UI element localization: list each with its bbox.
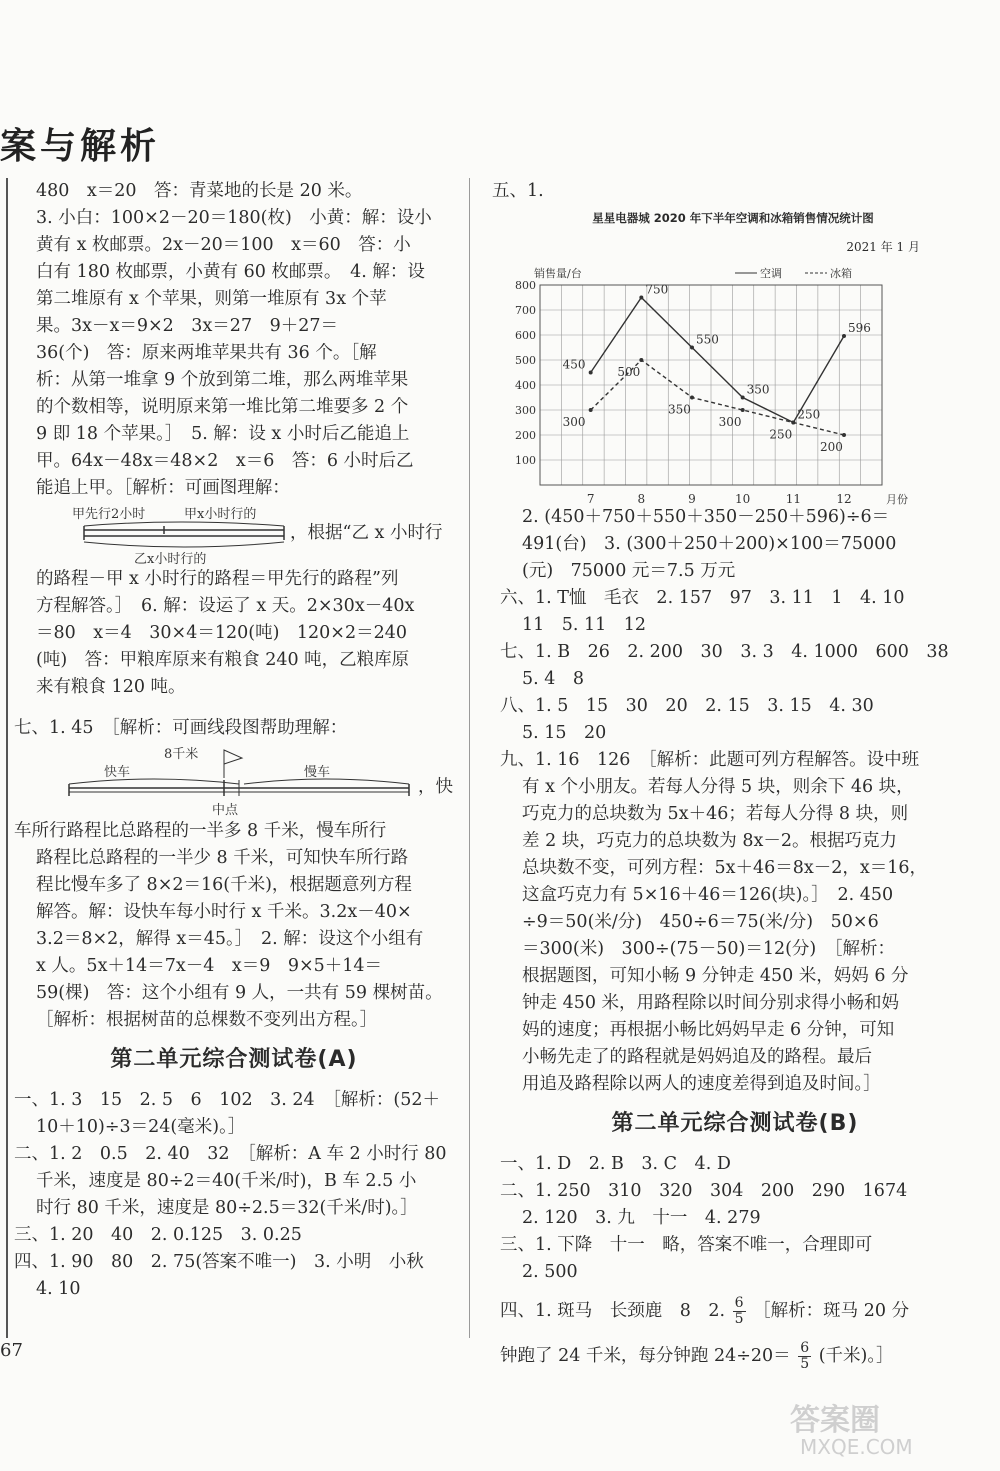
line-chart (500, 205, 970, 506)
answer-line: 白有 180 枚邮票，小黄有 60 枚邮票。 4. 解：设 (36, 262, 425, 282)
answer-line: 钟走 450 米，用路程除以时间分别求得小畅和妈 (522, 993, 900, 1013)
data-point (842, 433, 846, 437)
left-column (14, 178, 454, 1303)
answer-line: 钟跑了 24 千米，每分钟跑 24÷20＝ $\frac{6}{5}$ (千米)。］ (500, 1340, 894, 1372)
answer-line: 车所行路程比总路程的一半多 8 千米，慢车所行 (14, 821, 387, 841)
answer-line: ，根据“乙 x 小时行 (290, 523, 443, 543)
y-tick-label: 100 (515, 454, 536, 467)
y-tick-label: 600 (515, 329, 536, 342)
answer-line: 491(台) 3. (300＋250＋200)×100＝75000 (522, 534, 897, 554)
data-label: 300 (562, 415, 586, 429)
data-label: 350 (668, 402, 691, 417)
column-divider (469, 178, 470, 1338)
answer-line: 2. (450＋750＋550＋350－250＋596)÷6＝ (522, 507, 890, 527)
page-header-title: 案与解析 (0, 126, 161, 167)
answer-line: 解答。解：设快车每小时行 x 千米。3.2x－40× (36, 902, 412, 922)
answer-line: 七、1. B 26 2. 200 30 3. 3 4. 1000 600 38 (500, 642, 949, 662)
answer-line: (吨) 答：甲粮库原来有粮食 240 吨，乙粮库原 (36, 650, 410, 670)
answer-line: 六、1. T恤 毛衣 2. 157 97 3. 11 1 4. 10 (500, 588, 905, 608)
answer-line: 用追及路程除以两人的速度差得到追及时间。］ (522, 1074, 881, 1094)
answer-line: 5. 4 8 (522, 669, 585, 689)
answer-line: ＝300(米) 300÷(75－50)＝12(分) ［解析： (522, 939, 895, 959)
fraction: $\frac{6}{5}$ (800, 1340, 810, 1372)
segment-diagram-svg (14, 744, 454, 818)
answer-line: 果。3x－x＝9×2 3x＝27 9＋27＝ (36, 316, 338, 336)
answer-line: x 人。5x＋14＝7x－4 x＝9 9×5＋14＝ (36, 956, 383, 976)
answer-line: 11 5. 11 12 (522, 615, 647, 635)
answer-block (14, 178, 454, 502)
answer-line: 3. 小白：100×2－20＝180(枚) 小黄：解：设小 (36, 208, 432, 228)
data-label: 550 (696, 332, 719, 347)
answer-line: 析：从第一堆拿 9 个放到第二堆，那么两堆苹果 (36, 370, 409, 390)
data-label: 250 (769, 427, 793, 442)
answer-line: 59(棵) 答：这个小组有 9 人，一共有 59 棵树苗。 (36, 983, 443, 1003)
data-label: 450 (562, 357, 586, 372)
diagram-label: 甲先行2小时 (72, 507, 146, 522)
answer-line: 五、1. (492, 181, 544, 201)
answer-line: 四、1. 斑马 长颈鹿 8 2. $\frac{6}{5}$ ［解析：斑马 20 分 (500, 1295, 910, 1327)
chart-title: 星星电器城 2020 年下半年空调和冰箱销售情况统计图 (592, 211, 874, 225)
section-title-a: 第二单元综合测试卷(A) (110, 1047, 358, 1072)
answer-line: 总块数不变，可列方程：5x＋46＝8x－2，x＝16， (522, 858, 928, 878)
x-tick-label: 11 (785, 492, 801, 506)
x-tick-label: 8 (637, 492, 646, 506)
chart-svg (500, 261, 940, 506)
page-number: 67 (0, 1340, 23, 1361)
answer-line: 二、1. 250 310 320 304 200 290 1674 (500, 1181, 908, 1201)
data-point (741, 396, 745, 400)
diagram-label: 乙x小时行的 (134, 552, 207, 567)
answer-line: 小畅先走了的路程就是妈妈追及的路程。最后 (522, 1047, 872, 1067)
answer-line: 2. 500 (522, 1262, 578, 1282)
data-label: 596 (848, 321, 871, 335)
svg-text:快车: 快车 (104, 765, 131, 780)
answer-line: 妈的速度；再根据小畅比妈妈早走 6 分钟，可知 (522, 1020, 895, 1040)
left-margin-rule (6, 178, 8, 1338)
answer-block (14, 1087, 454, 1303)
fraction: $\frac{6}{5}$ (734, 1295, 744, 1327)
answer-line: 这盒巧克力有 5×16＋46＝126(块)。］ 2. 450 (522, 885, 894, 905)
answer-line: 七、1. 45 ［解析：可画线段图帮助理解： (14, 718, 348, 738)
answer-line: 5. 15 20 (522, 723, 607, 743)
answer-line: 480 x＝20 答：青菜地的长是 20 米。 (36, 181, 363, 201)
x-tick-label: 12 (836, 492, 852, 506)
right-column (492, 178, 970, 1372)
answer-line: ＝80 x＝4 30×4＝120(吨) 120×2＝240 (36, 623, 407, 643)
line-diagram-2 (14, 744, 454, 818)
answer-line: ÷9＝50(米/分) 450÷6＝75(米/分) 50×6 (522, 912, 879, 932)
y-tick-label: 400 (515, 379, 536, 392)
data-point (690, 346, 694, 350)
data-label: 350 (746, 382, 770, 397)
data-point (690, 396, 694, 400)
data-point (589, 408, 593, 412)
answer-line: 四、1. 90 80 2. 75(答案不唯一) 3. 小明 小秋 (14, 1252, 424, 1272)
answer-line: 第二堆原有 x 个苹果，则第一堆原有 3x 个苹 (36, 289, 387, 309)
y-tick-label: 300 (515, 404, 536, 417)
legend-label: 空调 (760, 267, 782, 280)
answer-line: 千米，速度是 80÷2＝40(千米/时)，B 车 2.5 小 (36, 1171, 417, 1191)
answer-line: 路程比总路程的一半少 8 千米，可知快车所行路 (36, 848, 409, 868)
y-tick-label: 500 (515, 354, 536, 367)
answer-line: 方程解答。］ 6. 解：设运了 x 天。2×30x－40x (36, 596, 415, 616)
answer-line: 9 即 18 个苹果。］ 5. 解：设 x 小时后乙能追上 (36, 424, 410, 444)
answer-line: 二、1. 2 0.5 2. 40 32 ［解析：A 车 2 小时行 80 (14, 1144, 447, 1164)
answer-line: 九、1. 16 126 ［解析：此题可列方程解答。设中班 (500, 750, 920, 770)
svg-text:慢车: 慢车 (304, 765, 331, 780)
data-point (639, 358, 643, 362)
watermark-url: MXQE.COM (800, 1435, 913, 1459)
y-tick-label: 700 (515, 304, 536, 317)
data-label: 300 (718, 415, 742, 429)
answer-line: 3.2＝8×2，解得 x＝45。］ 2. 解：设这个小组有 (36, 929, 424, 949)
legend-label: 冰箱 (830, 267, 852, 280)
answer-line: 一、1. D 2. B 3. C 4. D (500, 1154, 731, 1174)
data-label: 200 (820, 440, 843, 454)
data-point (741, 408, 745, 412)
answer-line: 4. 10 (36, 1279, 81, 1299)
answer-block (500, 504, 970, 1098)
answer-line: 一、1. 3 15 2. 5 6 102 3. 24 ［解析：(52＋ (14, 1090, 440, 1110)
answer-line: 36(个) 答：原来两堆苹果共有 36 个。［解 (36, 343, 377, 363)
data-label: 500 (617, 365, 641, 379)
data-point (791, 421, 795, 425)
answer-line: 三、1. 下降 十一 略，答案不唯一，合理即可 (500, 1235, 873, 1255)
svg-text:中点: 中点 (212, 803, 239, 818)
line-diagram-1 (14, 504, 454, 566)
watermark-logo: 答案圈 (790, 1403, 880, 1438)
answer-line: 程比慢车多了 8×2＝16(千米)，根据题意列方程 (36, 875, 412, 895)
x-tick-label: 10 (735, 492, 751, 506)
answer-line: 的路程－甲 x 小时行的路程＝甲先行的路程”列 (36, 569, 399, 589)
svg-text:8千米: 8千米 (164, 747, 199, 762)
answer-line: 差 2 块，巧克力的总块数为 8x－2。根据巧克力 (522, 831, 897, 851)
answer-block (14, 818, 454, 1034)
answer-line: 来有粮食 120 吨。 (36, 677, 186, 697)
data-point (842, 334, 846, 338)
answer-line: 时行 80 千米，速度是 80÷2.5＝32(千米/时)。］ (36, 1198, 418, 1218)
answer-line: 2. 120 3. 九 十一 4. 279 (522, 1208, 761, 1228)
answer-block (14, 566, 454, 701)
diagram-label: 甲x小时行的 (184, 507, 257, 522)
data-point (589, 371, 593, 375)
answer-line: 黄有 x 枚邮票。2x－20＝100 x＝60 答：小 (36, 235, 411, 255)
answer-line: 根据题图，可知小畅 9 分钟走 450 米，妈妈 6 分 (522, 966, 909, 986)
answer-line: 能追上甲。［解析：可画图理解： (36, 478, 290, 498)
y-tick-label: 800 (515, 279, 536, 292)
y-tick-label: 200 (515, 429, 536, 442)
answer-line: ［解析：根据树苗的总棵数不变列出方程。］ (36, 1010, 378, 1030)
answer-line: 八、1. 5 15 30 20 2. 15 3. 15 4. 30 (500, 696, 874, 716)
answer-block (500, 1151, 970, 1286)
data-label: 750 (645, 282, 669, 297)
answer-line: 甲。64x－48x＝48×2 x＝6 答：6 小时后乙 (36, 451, 414, 471)
answer-line: 10＋10)÷3＝24(毫米)。］ (36, 1117, 246, 1137)
x-tick-label: 9 (688, 492, 696, 506)
answer-line: 的个数相等，说明原来第一堆比第二堆要多 2 个 (36, 397, 409, 417)
answer-line: (元) 75000 元＝7.5 万元 (522, 561, 736, 581)
answer-line: 巧克力的总块数为 5x＋46；若每人分得 8 块，则 (522, 804, 909, 824)
data-label: 250 (797, 407, 821, 422)
chart-date: 2021 年 1 月 (846, 240, 920, 254)
data-point (639, 296, 643, 300)
answer-line: ，快 (418, 777, 453, 797)
answer-line: 三、1. 20 40 2. 0.125 3. 0.25 (14, 1225, 302, 1245)
x-tick-label: 7 (586, 492, 595, 506)
y-axis-label: 销售量/台 (534, 267, 582, 280)
section-title-b: 第二单元综合测试卷(B) (611, 1111, 859, 1136)
answer-line: 有 x 个小朋友。若每人分得 5 块，则余下 46 块， (522, 777, 914, 797)
x-axis-label: 月份 (886, 493, 908, 506)
